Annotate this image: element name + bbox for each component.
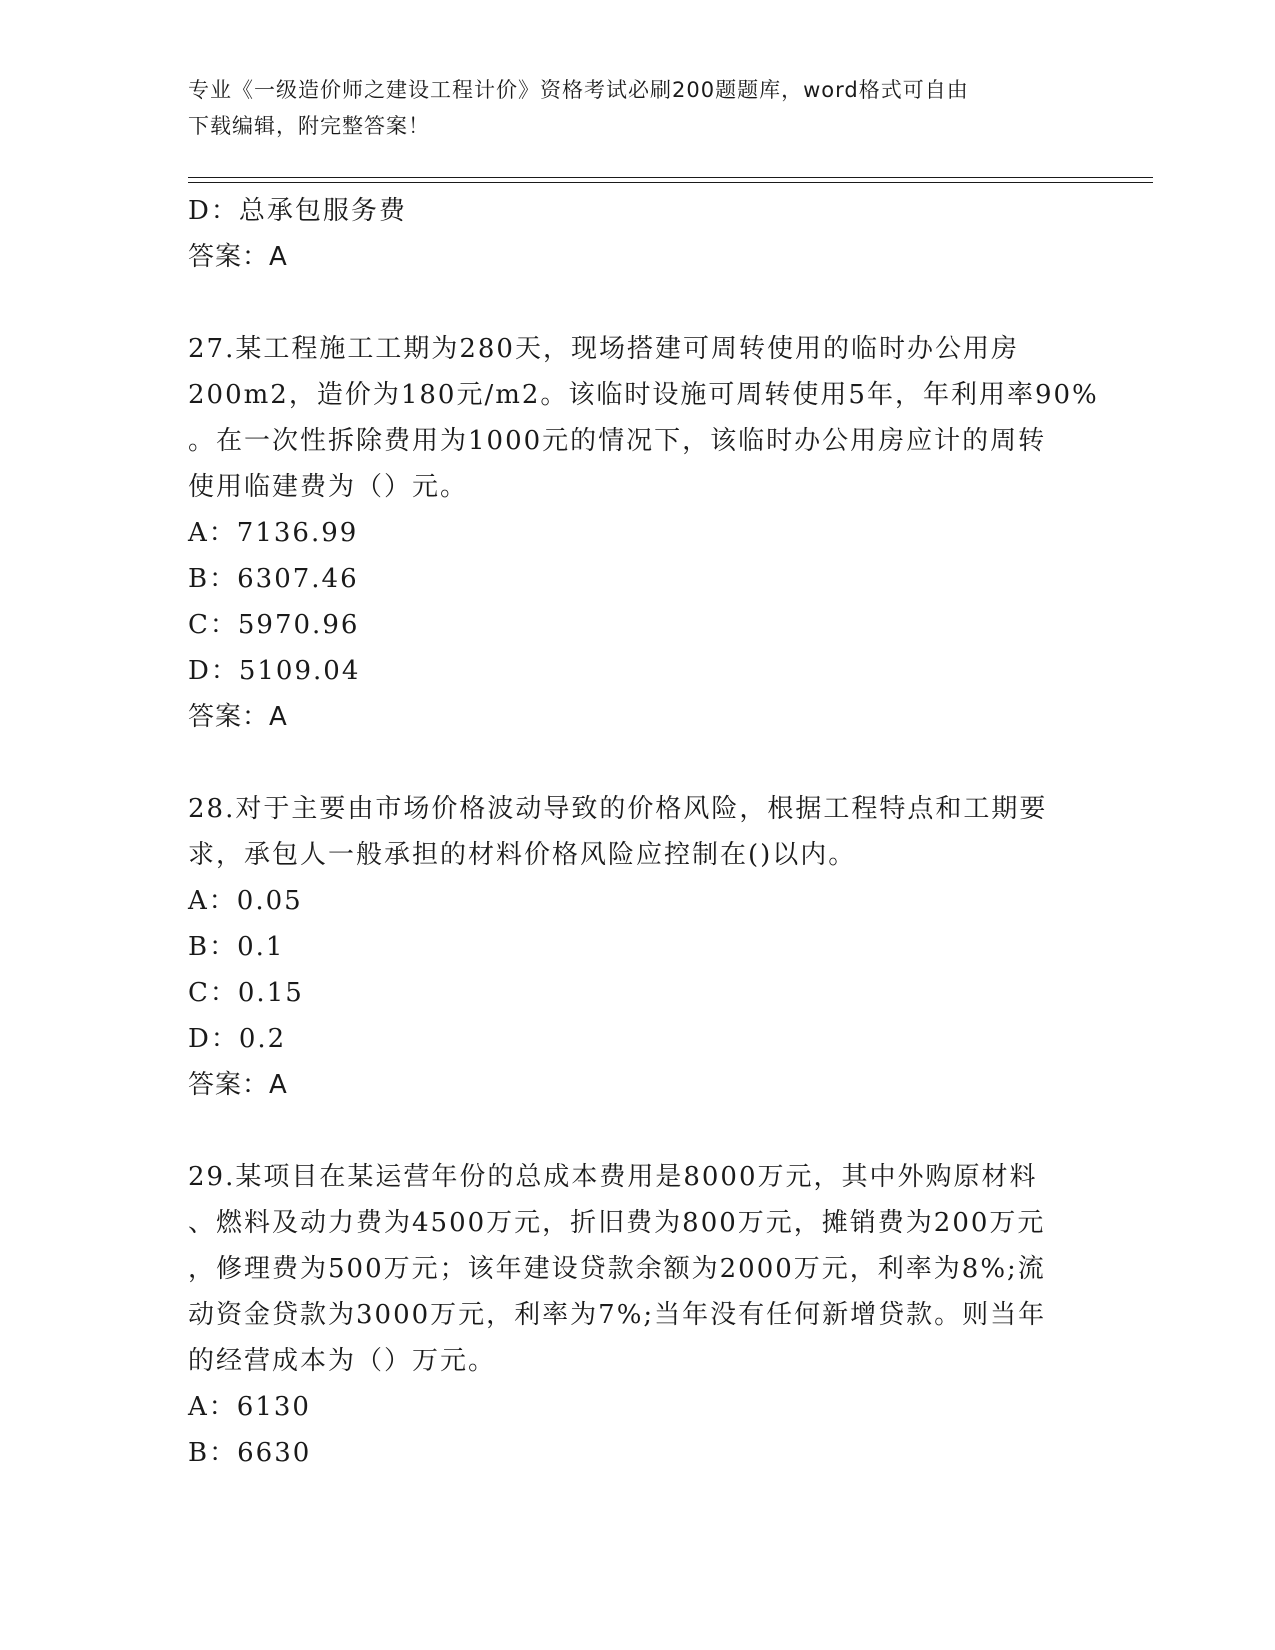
document-body: [188, 188, 1099, 1476]
option-b: B：0.1: [188, 932, 285, 962]
header-line-2: 下载编辑，附完整答案！: [188, 114, 430, 138]
header-line-1: 专业《一级造价师之建设工程计价》资格考试必刷200题题库，word格式可自由: [188, 78, 969, 102]
question-26-tail: [188, 188, 1088, 280]
option-b: B：6307.46: [188, 564, 359, 594]
option-a: A：6130: [188, 1392, 311, 1422]
answer: 答案：A: [188, 702, 288, 732]
answer: 答案：A: [188, 242, 288, 272]
header-rule-bottom: [188, 182, 1153, 183]
question-stem-line: 28.对于主要由市场价格波动导致的价格风险，根据工程特点和工期要: [188, 794, 1048, 824]
question-stem-line: 的经营成本为（）万元。: [188, 1346, 497, 1376]
option-d: D：0.2: [188, 1024, 287, 1054]
option-d: D：5109.04: [188, 656, 361, 686]
question-28: [188, 786, 1088, 1108]
option-d: D：总承包服务费: [188, 196, 407, 226]
question-27: [188, 326, 1099, 740]
question-29: [188, 1154, 1088, 1476]
question-stem-line: 动资金贷款为3000万元，利率为7%;当年没有任何新增贷款。则当年: [188, 1300, 1047, 1330]
question-stem-line: 200m2，造价为180元/m2。该临时设施可周转使用5年，年利用率90%: [188, 380, 1099, 410]
option-c: C：0.15: [188, 978, 304, 1008]
question-stem-line: 使用临建费为（）元。: [188, 472, 469, 502]
answer: 答案：A: [188, 1070, 288, 1100]
question-stem-line: 求，承包人一般承担的材料价格风险应控制在()以内。: [188, 840, 857, 870]
question-stem-line: 。在一次性拆除费用为1000元的情况下，该临时办公用房应计的周转: [188, 426, 1047, 456]
option-c: C：5970.96: [188, 610, 360, 640]
question-stem-line: 29.某项目在某运营年份的总成本费用是8000万元，其中外购原材料: [188, 1162, 1038, 1192]
document-header: [188, 72, 1088, 144]
option-b: B：6630: [188, 1438, 312, 1468]
question-stem-line: ，修理费为500万元；该年建设贷款余额为2000万元，利率为8%;流: [188, 1254, 1046, 1284]
header-rule-top: [188, 177, 1153, 178]
question-stem-line: 27.某工程施工工期为280天，现场搭建可周转使用的临时办公用房: [188, 334, 1019, 364]
option-a: A：0.05: [188, 886, 303, 916]
question-stem-line: 、燃料及动力费为4500万元，折旧费为800万元，摊销费为200万元: [188, 1208, 1046, 1238]
option-a: A：7136.99: [188, 518, 359, 548]
